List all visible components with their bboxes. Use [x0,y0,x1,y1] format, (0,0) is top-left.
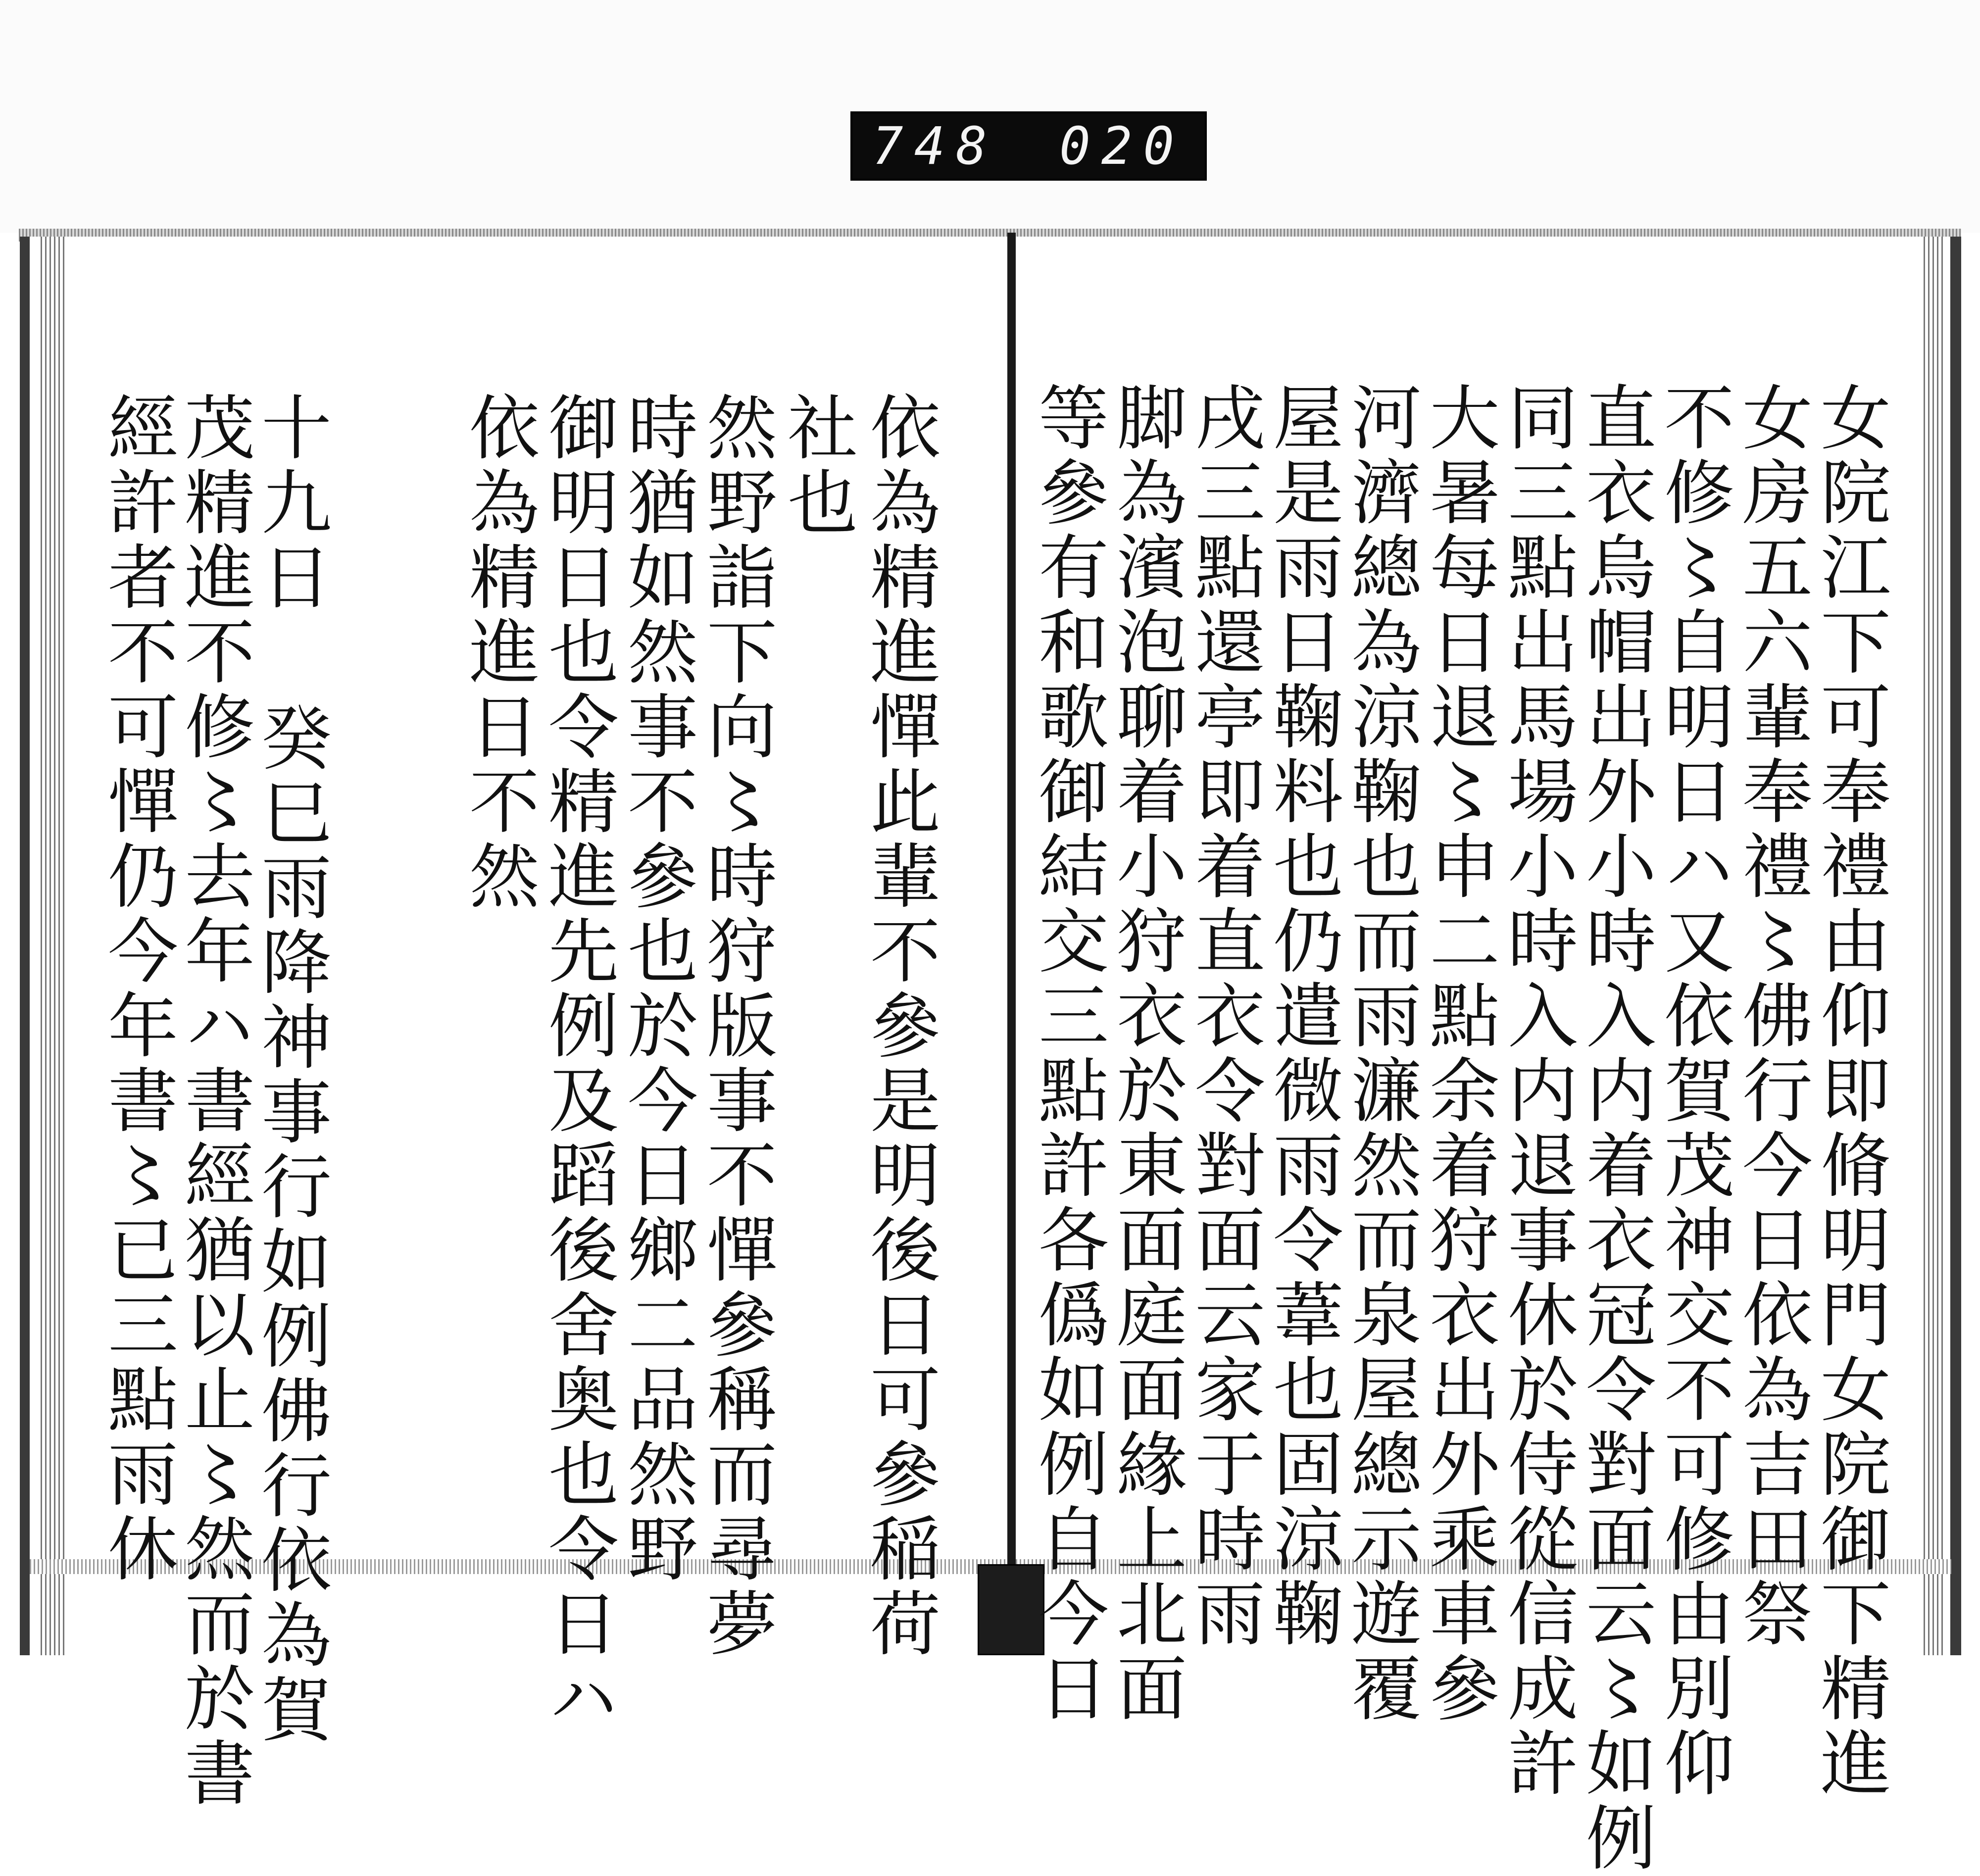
text-column: 依為精進憚此輩不參是明後日可參稲荷 [858,391,940,1662]
text-column: 屋是雨日鞠料也仍遣微雨令葦也固涼鞠 [1261,381,1343,1652]
text-column: 十九日 癸巳雨降神事行如例佛行依為賀 [249,391,331,1748]
frame-number-right: 020 [1059,116,1185,176]
text-column: 茂精進不修〻去年ハ書經猶以止〻然而於書 [173,391,254,1811]
text-column: 女房五六輩奉禮〻佛行今日依為吉田祭 [1731,381,1812,1652]
text-column: 等參有和歌御結交三點許各僞如例自今日 [1027,381,1108,1727]
text-column: 脚為濱泡聊着小狩衣於東面庭面緣上北面 [1105,381,1187,1727]
text-column: 同三點出馬場小時入内退事休於侍從信成許 [1496,381,1578,1801]
text-column: 時猶如然事不參也於今日鄉二品然野 [616,391,697,1587]
text-column: 河濟總為涼鞠也而雨濂然而泉屋總示遊覆 [1339,381,1421,1727]
frame-number-left: 748 [872,116,998,176]
text-column: 依為精進日不然 [457,391,539,914]
text-column: 社也 [776,391,857,541]
text-column: 女院江下可奉禮由仰即脩明門女院御下精進 [1809,381,1890,1801]
text-column: 不修〻自明日ハ又依賀茂神交不可修由別仰 [1652,381,1734,1801]
book-gutter [1007,233,1016,1655]
text-column: 戌三點還亭即着直衣令對面云家于時雨 [1183,381,1265,1652]
text-column: 御明日也令精進先例及蹈後舍奥也令日ハ [537,391,618,1736]
text-column: 經許者不可憚仍今年書〻已三點雨休 [96,391,178,1587]
text-column: 直衣烏帽出外小時入内着衣冠令對面云〻如例 [1574,381,1656,1876]
text-column: 然野詣下向〻時狩版事不憚參稱而尋夢 [695,391,777,1662]
text-column: 大暑每日退〻申二點余着狩衣出外乘車參 [1418,381,1499,1727]
microfilm-frame-number [850,111,1207,181]
